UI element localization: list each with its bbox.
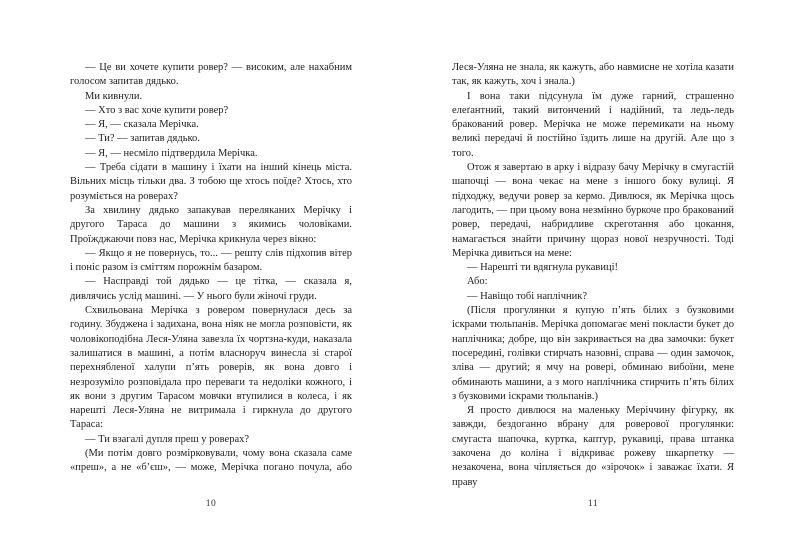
paragraph: — Насправді той дядько — це тітка, — сказала я, дивлячись услід машині. — У нього були жіночі груди. [70,276,352,302]
paragraph: Я просто дивлюся на маленьку Меріччину фігурку, як завжди, бездоганно вбрану для роверової прогулянки: смугаста шапочка, куртка, каптур, рукавиці, права штанка закочена до коліна і відкриває рожеву шкарпетку — незакочена, вона чіпляється до «зірочок» і заважає їхати. Я праву [452,405,734,488]
left-page-text [70,61,352,476]
paragraph: — Ти? — запитав дядько. [85,133,200,145]
paragraph: За хвилину дядько запакував переляканих Мерічку і другого Тараса до машини з якимись чоловіками. Проїжджаючи повз нас, Мерічка крикнула через вікно: [70,204,352,245]
paragraph: (Після прогулянки я купую п’ять білих з бузковими іскрами тюльпанів. Мерічка допомагає мені покласти букет до наплічника; добре, що він закривається на два замочки: букет посередині, голівки стирчать назовні, справа — один замочок, зліва — другий; я мчу на ровері, обминаю вибоїни, мене обминають машини, а з мого наплічника стирчить п’ять білих з бузковими іскрами тюльпанів.) [452,305,734,402]
right-page [452,0,734,560]
paragraph: Отож я завертаю в арку і відразу бачу Мерічку в смугастій шапочці — вона чекає на мене з іншого боку вулиці. Я підходжу, ведучи ровер за кермо. Дивлюся, як Мерічка щось лагодить, — при цьому вона незмінно буркоче про бракований ровер, передачі, набридливе скреготання або цокання, намагається знайти причину щораз нової незручності. Тоді Мерічка дивиться на мене: [452,162,734,259]
right-page-text [452,61,734,490]
paragraph: Схвильована Мерічка з ровером повернулася десь за годину. Збуджена і задихана, вона ніяк не могла розповісти, як чоловікоподібна Леся-Уляна завезла їх чортзна-куди, наказала залишатися в машині, а потім власноруч винесла зі старої перехнябленої халупи п’ять роверів, як вона довго і незрозуміло розповідала про переваги та недоліки кожного, і як вони з другим Тарасом мовчки втупилися в колеса, і як нарешті Леся-Уляна не витримала і гиркнула до другого Тараса: [70,305,352,431]
paragraph: Леся-Уляна не знала, як кажуть, або навмисне не хотіла казати так, як кажуть, хоч і знала.) [452,62,734,88]
paragraph: — Ти взагалі дупля преш у роверах? [85,433,250,445]
page-number-left: 10 [205,499,217,509]
page-number-right: 11 [587,499,599,509]
paragraph: (Ми потім довго розмірковували, чому вона сказала саме «преш», а не «б’єш», — може, Мерічка погано почула, або [70,448,352,474]
paragraph: — Навіщо тобі наплічник? [467,290,587,302]
paragraph: — Треба сідати в машину і їхати на інший кінець міста. Вільних місць тільки два. З тобою ще хтось поїде? Хтось, хто розуміється на роверах? [70,162,352,202]
left-page [70,0,352,560]
paragraph: — Хто з вас хоче купити ровер? [85,104,229,116]
paragraph: — Нарешті ти вдягнула рукавиці! [467,262,619,274]
paragraph: Ми кивнули. [85,90,143,102]
paragraph: — Я, — сказала Мерічка. [85,119,199,131]
paragraph: Або: [467,276,488,288]
paragraph: І вона таки підсунула їм дуже гарний, страшенно елеґантний, такий витончений і надійний, та ледь-ледь бракований ровер. Мерічка не може перемикати на ньому великі передачі й постійно їздить лише на другій. Але що з того. [452,90,734,159]
paragraph: — Якщо я не повернусь, то... — решту слів підхопив вітер і поніс разом із сміттям порожнім базаром. [70,247,352,274]
paragraph: — Це ви хочете купити ровер? — високим, але нахабним голосом запитав дядько. [70,62,352,88]
paragraph: — Я, — несміло підтвердила Мерічка. [85,147,258,159]
